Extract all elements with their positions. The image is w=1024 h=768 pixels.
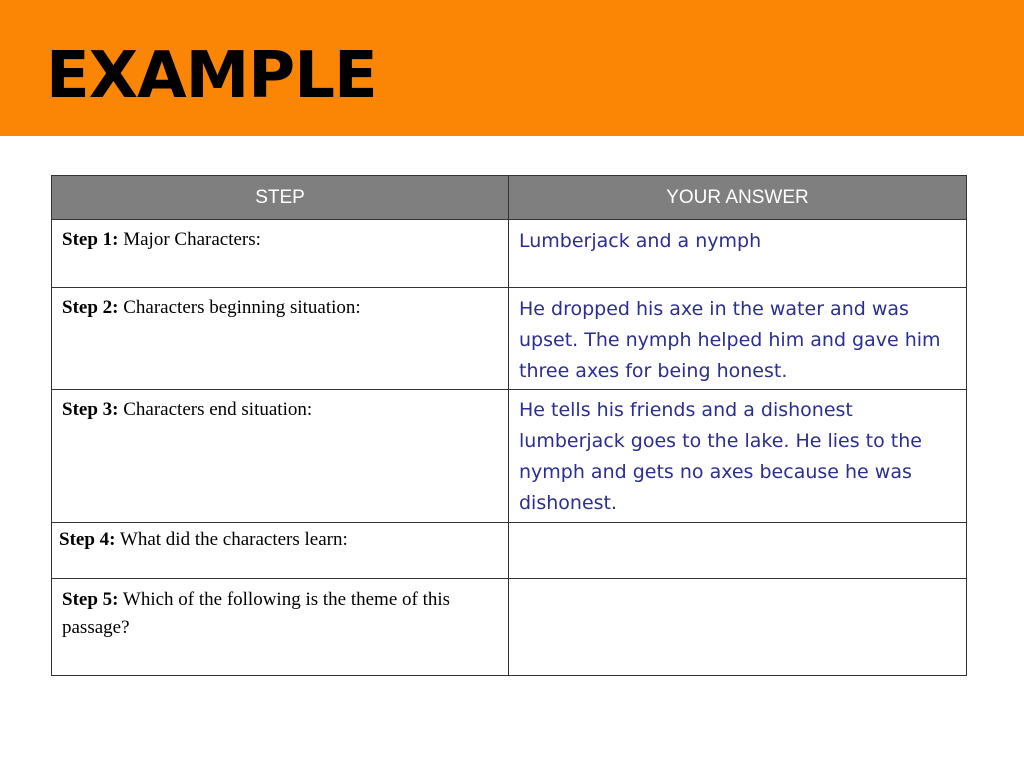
slide-title: EXAMPLE: [46, 39, 377, 113]
step-label: Step 2:: [62, 297, 119, 318]
step-label: Step 1:: [62, 229, 119, 250]
step-label: Step 4:: [59, 529, 116, 550]
table-row: [52, 579, 967, 676]
step-cell: [52, 523, 509, 579]
answer-text: He tells his friends and a dishonest lumberjack goes to the lake. He lies to the nymph and gets no axes because he was dishonest.: [519, 399, 922, 514]
step-label: Step 5:: [62, 589, 119, 610]
step-cell: [52, 390, 509, 523]
step-prompt: Characters beginning situation:: [118, 297, 361, 318]
step-prompt: What did the characters learn:: [115, 529, 348, 550]
step-cell: [52, 579, 509, 676]
answer-cell[interactable]: [509, 579, 967, 676]
table-row: [52, 288, 967, 390]
step-cell: [52, 220, 509, 288]
step-prompt: Major Characters:: [118, 229, 261, 250]
table-row: [52, 220, 967, 288]
answer-text: [509, 523, 966, 529]
step-cell: [52, 288, 509, 390]
answer-cell[interactable]: [509, 523, 967, 579]
title-bar: [0, 0, 1024, 136]
answer-text: [509, 579, 966, 585]
answer-column-header: YOUR ANSWER: [509, 176, 967, 220]
step-column-header: STEP: [52, 176, 509, 220]
answer-cell[interactable]: [509, 288, 967, 390]
answer-cell[interactable]: [509, 390, 967, 523]
answer-text: Lumberjack and a nymph: [519, 230, 762, 252]
table-row: [52, 390, 967, 523]
answer-cell[interactable]: [509, 220, 967, 288]
step-prompt: Which of the following is the theme of this passage?: [62, 589, 451, 638]
table-row: [52, 523, 967, 579]
steps-table: [51, 175, 967, 676]
step-prompt: Characters end situation:: [118, 399, 313, 420]
table-header-row: [52, 176, 967, 220]
answer-text: He dropped his axe in the water and was upset. The nymph helped him and gave him three axes for being honest.: [519, 298, 941, 382]
step-label: Step 3:: [62, 399, 119, 420]
